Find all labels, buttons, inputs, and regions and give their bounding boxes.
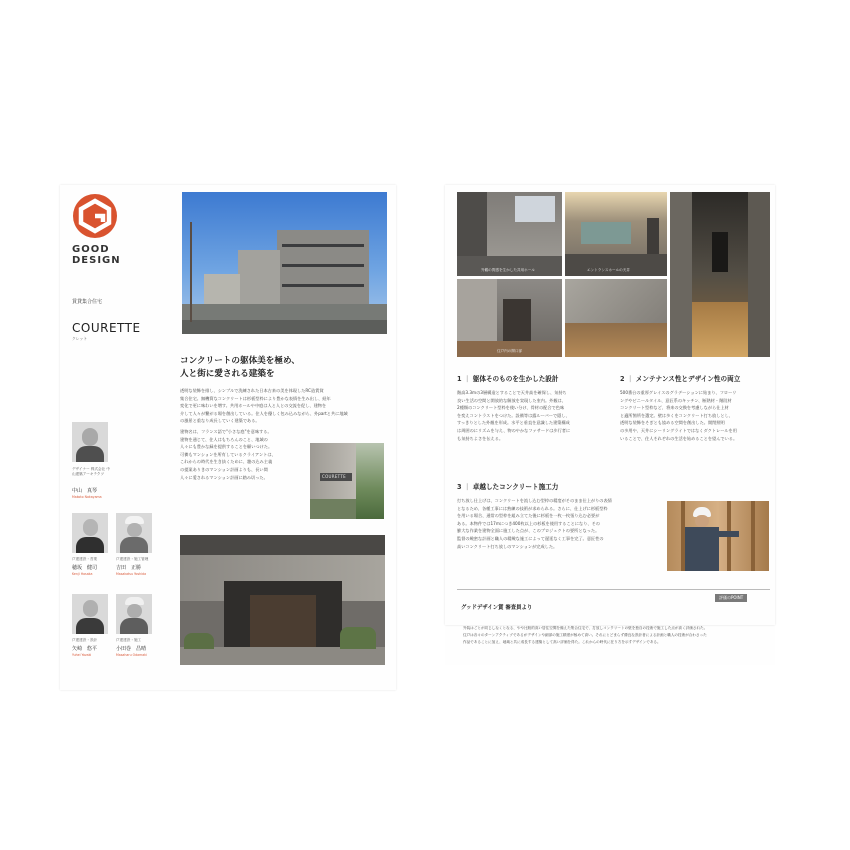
person-name: 小田巻 昌晴	[116, 646, 147, 652]
good-design-g-mark-icon	[72, 193, 118, 239]
section-title: メンテナンス性とデザイン性の両立	[635, 375, 741, 383]
person-role: 戸建建設・設計	[72, 638, 98, 642]
entrance-hall-photo	[565, 192, 667, 276]
person-name: 中山 真琴	[72, 488, 98, 494]
person-name: 吉田 正勝	[116, 565, 142, 571]
body-line: の多用や、天井にシーリングライトではなくダクトレールを用	[620, 427, 737, 433]
review-line: 外装はごとが同じしなくとなる、やや比較的高い居住空間を備えた集合住宅で、打放しコンクリートの壁を独自の技術で施工した点が高く評価された。	[463, 626, 708, 630]
sign-text: COURETTE	[322, 474, 346, 479]
body-line: ングやビニールタイル、意匠系のキッチン、断熱材・階段材	[620, 397, 732, 403]
section-number: 1	[457, 375, 462, 383]
body-line: 打ち放し仕上げは、コンクリートを流し込む型枠の精度がそのまま仕上がりの表情	[457, 498, 612, 503]
person-name-en: Yuhei Yazaki	[72, 653, 92, 657]
avatar	[72, 594, 108, 634]
worker-photo	[667, 501, 769, 571]
intro-line: 建物を通じて、住人はもちろんのこと、地域の	[180, 436, 268, 442]
brand-line1: GOOD	[72, 244, 110, 255]
section-1-heading: 1 ｜ 躯体そのものを生かした設計	[457, 375, 559, 383]
floor-photo	[565, 279, 667, 357]
photo-caption: 住戸内の開口部	[497, 349, 523, 353]
body-line: は周囲のにリズムを与え、物のやかなファサードは歩行者に	[457, 427, 571, 433]
sign-photo	[310, 443, 384, 519]
section-2-body	[620, 389, 770, 442]
avatar	[116, 513, 152, 553]
person-name: 矢崎 悠平	[72, 646, 98, 652]
intro-line: の風景と重なり成長していく建築である。	[180, 418, 260, 424]
person-role: 戸建建設・施工	[116, 638, 142, 642]
intro-line: 変化で更に味わいを増す。共用ホールや中庭は人と人との交流を促し、建物を	[180, 403, 327, 409]
body-line: ある。本物件では17mにつき400枚以上の杉板を使用することになり、その	[457, 520, 600, 526]
section-title: 卓越したコンクリート施工力	[472, 483, 559, 491]
section-title: 躯体そのものを生かした設計	[472, 375, 559, 383]
intro-line: 介して人々が繋がる場を創出している。住人を優しく包み込みながら、外partと共に地域	[180, 410, 348, 416]
photo-caption: エントランスホールの天井	[587, 268, 630, 272]
review-line: 作品であることに加え、地域と共に成長する建築として高い評価を得た。これからの時代に在り方を示すデザインである。	[463, 640, 661, 644]
body-line: と適所箇所を選定。壁は多くをコンクリート打ち放しとし、	[620, 412, 733, 418]
body-line: 500番台の重厚グレイスのグラデーションに始まり、フローリ	[620, 390, 737, 395]
corridor-photo	[670, 192, 770, 357]
headline-line1: コンクリートの躯体美を極め、	[180, 356, 300, 366]
avatar	[116, 594, 152, 634]
body-line: 透明な装飾をそぎとも協める空間を創出した。開閉照明	[620, 420, 725, 426]
section-3-body	[457, 497, 657, 550]
body-line: となるため、各種工事には熟練の技術が求められる。さらに、仕上げに杉板型枠	[457, 505, 608, 511]
brand-line2: DESIGN	[72, 255, 121, 266]
intro-line: の提案ありきのマンション計画よりも、長い間	[180, 466, 268, 472]
intro-text	[180, 387, 390, 425]
body-line: 2種類のコンクリート型枠を使い分け、骨材の配合で色味	[457, 405, 565, 411]
body-line: 良い生活の空間と開放的な解放を実現した室内。外観は、	[457, 397, 566, 403]
body-line: も気持ちよさを伝える。	[457, 435, 504, 441]
intro-line: 集合住宅。無機質なコンクリートは杉板型枠により豊かな表情を生み出し、経年	[180, 395, 331, 401]
review-tag: 評価のPOINT	[715, 594, 747, 602]
body-line: 階高3.3mの3層構造とすることで天井高を確保し、気持ち	[457, 390, 567, 395]
review-body	[463, 625, 768, 646]
good-design-wordmark	[72, 244, 121, 266]
intro-line: 建物名は、フランス語で"小さな庭"を意味する。	[180, 429, 272, 434]
intro-line: 人々にも豊かな緑を提供することを願いつけた。	[180, 444, 273, 450]
body-line: すっきりとした外観を形成。水平と垂直を意識した建築構成	[457, 420, 570, 426]
person-name-en: Makoto Nakayama	[72, 495, 102, 499]
entrance-photo	[180, 535, 385, 665]
body-line: を変えコントラストをつけた。設備等は露ルーバーで隠し、	[457, 412, 570, 418]
photo-caption: 外観の質感を生かした共用ホール	[481, 268, 535, 272]
avatar	[72, 422, 108, 462]
left-page	[60, 185, 396, 690]
person-name-en: Masakatsu Yoshida	[116, 572, 147, 576]
right-page	[445, 185, 775, 625]
body-line: 膨大な作業を建物全面に施工した点が、このプロジェクトの要所となった。	[457, 528, 600, 534]
project-kana: クレット	[72, 336, 88, 341]
person-role: 戸建建設・施工管理	[116, 557, 149, 561]
body-line: いることで、住人それぞれの生活を始めることを望んでいる。	[620, 435, 738, 441]
section-1-body	[457, 389, 615, 442]
person-role: 戸建建設・営業	[72, 557, 98, 561]
person-role: デザイナー 株式会社 中山建築アーキテクツ	[72, 467, 110, 476]
review-title: グッドデザイン賞 審査員より	[461, 605, 533, 611]
body-line: を用いる場合、通常の型枠を組み立てた後に杉板を一枚一枚張り込む必要が	[457, 513, 600, 519]
person-name-en: Masaharu Odamaki	[116, 653, 147, 657]
section-number: 2	[620, 375, 625, 383]
person-name: 穂坂 健司	[72, 565, 98, 571]
body-line: 高いコンクリート打ち放しのマンションが完成した。	[457, 543, 558, 549]
exterior-photo	[182, 192, 387, 334]
room-photo	[457, 279, 562, 357]
body-line: コンクリート型枠など、将来の交換を考慮しながら仕上材	[620, 405, 729, 411]
review-line: 住戸は各々のターンアクティブであるがデザインや細部の施工精度が極めて高い。それにとどまらず優良な設計者による計画と職人の技術が合わさった	[463, 633, 707, 637]
project-name: COURETTE	[72, 321, 141, 335]
avatar	[72, 513, 108, 553]
section-number: 3	[457, 483, 462, 491]
headline-line2: 人と街に愛される建築を	[180, 369, 275, 379]
section-2-heading: 2 ｜ メンテナンス性とデザイン性の両立	[620, 375, 741, 383]
section-3-heading: 3 ｜ 卓越したコンクリート施工力	[457, 483, 559, 491]
intro-line: 透明な装飾を排し、シンプルで洗練された日本古来の美を体現したRC造賃貸	[180, 388, 324, 393]
person-name-en: Kenji Hosaka	[72, 572, 93, 576]
hall-photo	[457, 192, 562, 276]
body-line: 監督の緻密な計画と職人の精緻な施工によって遅延なく工事を完了。意匠性の	[457, 535, 604, 541]
intro-text-2	[180, 428, 310, 481]
intro-line: 人々に愛されるマンション計画に踏み切った。	[180, 474, 268, 480]
category-label: 賃貸集合住宅	[72, 299, 103, 305]
intro-line: 可憐もマンションを所有しているクライアントは、	[180, 451, 276, 457]
intro-line: これからの時代を生き抜くために、趣の込み主義	[180, 459, 273, 465]
